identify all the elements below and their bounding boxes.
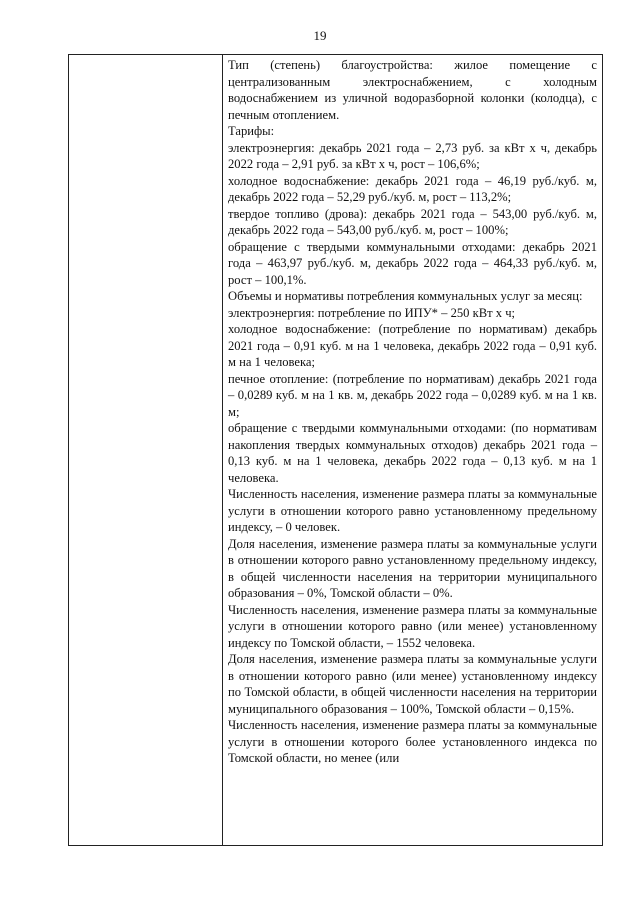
paragraph-tariff-cold-water: холодное водоснабжение: декабрь 2021 года – 46,19 руб./куб. м, декабрь 2022 года – 52,29 руб./куб. м, рост – 113,2%; [228, 173, 597, 204]
paragraph-volume-waste: обращение с твердыми коммунальными отходами: (по нормативам накопления твердых коммунальных отходов) декабрь 2021 года – 0,13 куб. м на 1 человека, декабрь 2022 года – 0,13 куб. м на 1 человека. [228, 421, 597, 485]
paragraph-population-above-index: Численность населения, изменение размера платы за коммунальные услуги в отношении которого более установленного индекса по Томской области, но менее (или [228, 718, 597, 765]
paragraph-share-below-index: Доля населения, изменение размера платы за коммунальные услуги в отношении которого равно (или менее) установленному индексу по Томской области, в общей численности населения на территории муниципального образования – 100%, Томской области – 0,15%. [228, 652, 597, 716]
paragraph-share-equal-limit: Доля населения, изменение размера платы за коммунальные услуги в отношении которого равно установленному предельному индексу, в общей численности населения на территории муниципального образования – 0%, Томской области – 0%. [228, 536, 597, 600]
paragraph-volume-stove-heating: печное отопление: (потребление по нормативам) декабрь 2021 года – 0,0289 куб. м на 1 кв. м, декабрь 2022 года – 0,0289 куб. м на 1 кв. м; [228, 371, 597, 419]
content-table [68, 54, 603, 846]
paragraph-tariff-electricity: электроэнергия: декабрь 2021 года – 2,73 руб. за кВт х ч, декабрь 2022 года – 2,91 руб. за кВт х ч, рост – 106,6%; [228, 140, 597, 171]
paragraph-population-below-index: Численность населения, изменение размера платы за коммунальные услуги в отношении которого равно (или менее) установленному индексу по Томской области, – 1552 человека. [228, 602, 597, 650]
paragraph-improvement-type: Тип (степень) благоустройства: жилое помещение с централизованным электроснабжением, с холодным водоснабжением из уличной водоразборной колонки (колодца), с печным отоплением. [228, 58, 597, 122]
paragraph-volume-electricity: электроэнергия: потребление по ИПУ* – 250 кВт х ч; [228, 305, 516, 320]
paragraph-tariff-firewood: твердое топливо (дрова): декабрь 2021 года – 543,00 руб./куб. м, декабрь 2022 года – 543,00 руб./куб. м, рост – 100%; [228, 206, 597, 237]
paragraph-volumes-heading: Объемы и нормативы потребления коммунальных услуг за месяц: [228, 289, 583, 303]
paragraph-tariffs-heading: Тарифы: [228, 124, 275, 138]
table-left-cell [69, 55, 223, 845]
paragraph-tariff-waste: обращение с твердыми коммунальными отходами: декабрь 2021 года – 463,97 руб./куб. м, декабрь 2022 года – 464,33 руб./куб. м, рост – 100,1%. [228, 239, 597, 287]
paragraph-volume-cold-water: холодное водоснабжение: (потребление по нормативам) декабрь 2021 года – 0,91 куб. м на 1 человека, декабрь 2022 года – 0,91 куб. м на 1 человека; [228, 322, 597, 369]
table-right-cell [223, 55, 602, 845]
page-number: 19 [313, 28, 327, 43]
paragraph-population-equal-limit: Численность населения, изменение размера платы за коммунальные услуги в отношении которого равно установленному предельному индексу, – 0 человек. [228, 487, 597, 534]
